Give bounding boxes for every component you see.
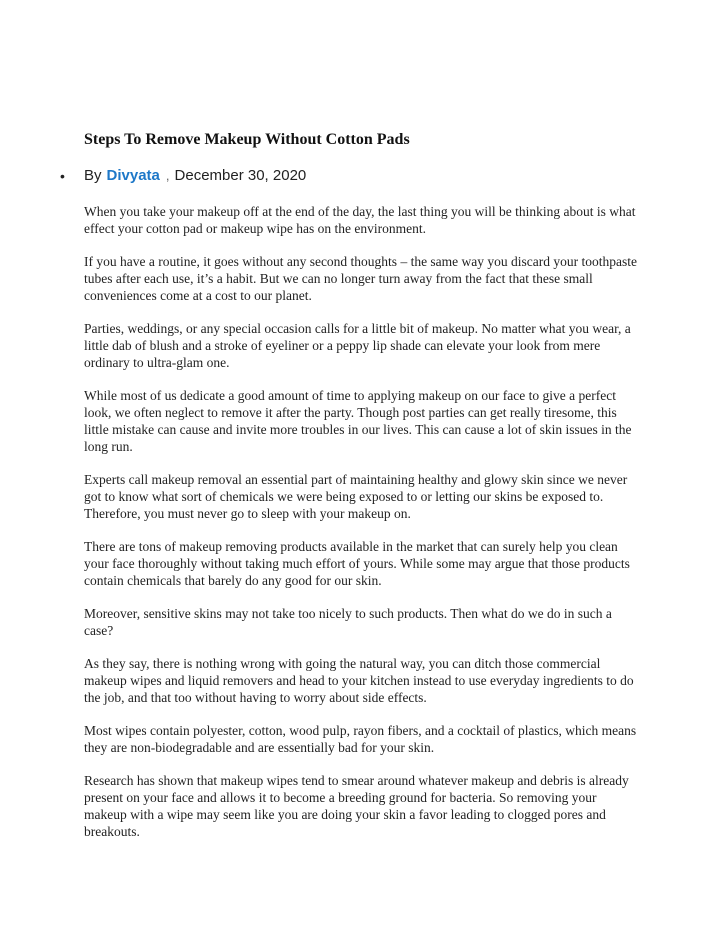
paragraph: Experts call makeup removal an essential part of maintaining healthy and glowy skin since we never got to know what sort of chemicals we were being exposed to or letting our skins be exposed to. Therefore, you must never go to sleep with your makeup on. — [84, 472, 628, 521]
paragraph: When you take your makeup off at the end of the day, the last thing you will be thinking about is what effect your cotton pad or makeup wipe has on the environment. — [84, 204, 636, 236]
paragraph: There are tons of makeup removing products available in the market that can surely help you clean your face thoroughly without taking much effort of yours. While some may argue that those products contain chemicals that barely do any good for our skin. — [84, 539, 630, 588]
paragraph: Most wipes contain polyester, cotton, wood pulp, rayon fibers, and a cocktail of plastics, which means they are non-biodegradable and are essentially bad for your skin. — [84, 723, 637, 755]
article-byline — [60, 165, 660, 187]
byline-label: By — [84, 167, 102, 184]
author-link[interactable]: Divyata — [106, 167, 160, 184]
publish-date: December 30, 2020 — [174, 167, 307, 184]
paragraph: If you have a routine, it goes without any second thoughts – the same way you discard your toothpaste tubes after each use, it’s a habit. But we can no longer turn away from the fact that these small conveniences come at a cost to our planet. — [84, 254, 638, 303]
bullet-icon: • — [60, 168, 65, 184]
paragraph: Research has shown that makeup wipes tend to smear around whatever makeup and debris is already present on your face and allows it to become a breeding ground for bacteria. So removing your makeup with a wipe may seem like you are doing your skin a favor leading to clogged pores and breakouts. — [84, 773, 629, 839]
paragraph: While most of us dedicate a good amount of time to applying makeup on our face to give a perfect look, we often neglect to remove it after the party. Though post parties can get really tiresome, this little mistake can cause and invite more troubles in our lives. This can cause a lot of skin issues in the long run. — [84, 388, 632, 454]
paragraph: Parties, weddings, or any special occasion calls for a little bit of makeup. No matter what you wear, a little dab of blush and a stroke of eyeliner or a peppy lip shade can elevate your look from mere ordinary to ultra-glam one. — [84, 321, 631, 370]
article-title: Steps To Remove Makeup Without Cotton Pads — [84, 131, 410, 148]
article-body — [84, 203, 640, 856]
byline-separator: , — [165, 168, 170, 183]
paragraph: Moreover, sensitive skins may not take too nicely to such products. Then what do we do in such a case? — [84, 606, 612, 638]
paragraph: As they say, there is nothing wrong with going the natural way, you can ditch those commercial makeup wipes and liquid removers and head to your kitchen instead to use everyday ingredients to do the job, and that too without having to worry about side effects. — [84, 656, 634, 705]
